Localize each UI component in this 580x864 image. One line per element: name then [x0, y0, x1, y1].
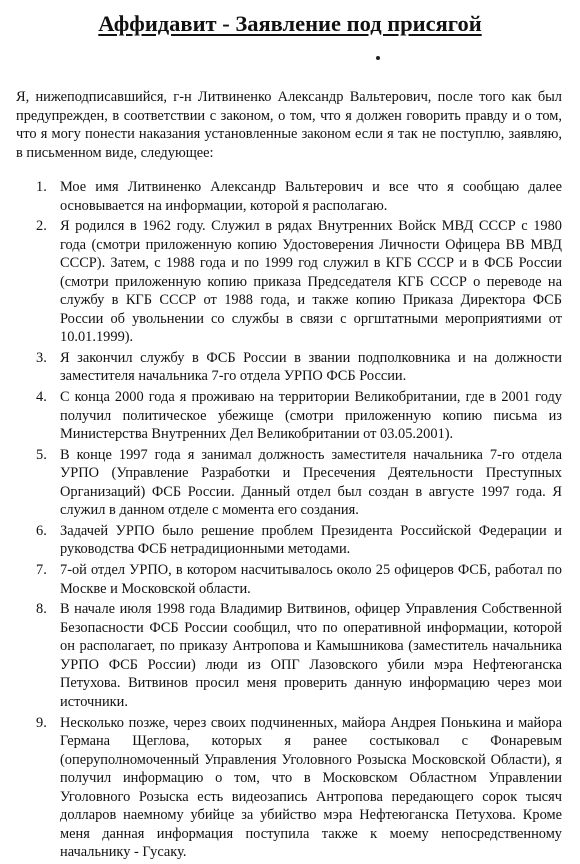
ink-dot — [376, 56, 380, 60]
item-text: С конца 2000 года я проживаю на территории Великобритании, где в 2001 году получил политическое убежище (смотри приложенную копию письма из Министерства Внутренних Дел Великобритании от 03.05.2001). — [60, 389, 562, 443]
item-number: 8. — [36, 601, 47, 618]
item-number: 2. — [36, 218, 47, 235]
list-item — [16, 349, 562, 386]
item-number: 4. — [36, 389, 47, 406]
item-number: 6. — [36, 522, 47, 539]
item-number: 1. — [36, 179, 47, 195]
item-text: 7-ой отдел УРПО, в котором насчитывалось около 25 офицеров ФСБ, работал по Москве и Московской области. — [60, 562, 562, 597]
list-item — [16, 217, 562, 347]
item-number: 5. — [36, 446, 47, 463]
intro-paragraph: Я, нижеподписавшийся, г-н Литвиненко Александр Вальтерович, после того как был предупрежден, в соответствии с законом, о том, что я должен говорить правду и о том, что я могу понести наказания установленные законом если я так не поступлю, заявляю, в письменном виде, следующее: — [16, 89, 562, 161]
item-text: Мое имя Литвиненко Александр Вальтерович и все что я сообщаю далее основывается на информации, которой я располагаю. — [60, 179, 562, 214]
item-text: Я родился в 1962 году. Служил в рядах Внутренних Войск МВД СССР с 1980 года (смотри приложенную копию Удостоверения Личности Офицера ВВ МВД СССР). Затем, с 1988 года и по 1999 год служил в КГБ СССР и в ФСБ России (смотри приложенную копию приказа Председателя КГБ СССР о переводе на службу в КГБ СССР от 1988 года, и также копию Приказа Директора ФСБ России об увольнении со службы в связи с оргштатными мероприятиями от 10.01.1999). — [60, 218, 562, 346]
item-text: В конце 1997 года я занимал должность заместителя начальника 7-го отдела УРПО (Управление Разработки и Пресечения Деятельности Преступных Организаций) ФСБ России. Данный отдел был создан в августе 1997 года. Я служил в данном отделе с момента его создания. — [60, 446, 562, 519]
item-text: Задачей УРПО было решение проблем Президента Российской Федерации и руководства ФСБ нетрадиционными методами. — [60, 522, 562, 558]
item-text: В начале июля 1998 года Владимир Витвинов, офицер Управления Собственной Безопасности ФСБ России сообщил, что по оперативной информации, которой он располагает, по приказу Антропова и Камышникова (заместитель начальника УРПО ФСБ России) люди из ОПГ Лазовского убили мэра Нефтеюганска Петухова. Витвинов просил меня проверить данную информацию через мои источники. — [60, 601, 562, 710]
item-number: 3. — [36, 349, 47, 366]
list-item — [16, 522, 562, 559]
item-number: 9. — [36, 714, 47, 731]
item-text: Несколько позже, через своих подчиненных, майора Андрея Понькина и майора Германа Щеглова, которых я ранее состыковал с Фонаревым (оперуполномоченный Управления Уголовного Розыска Московской Области), я получил информацию о том, что в Московском Областном Управлении Уголовного Розыска есть видеозапись Антропова передающего сорок тысяч долларов наемному убийце за убийство мэра Нефтеюганска Петухова. Кроме меня данная информация поступила также к моему непосредственному начальнику - Гусаку. — [60, 714, 562, 860]
list-item — [16, 446, 562, 520]
statement-list — [16, 178, 562, 864]
list-item — [16, 600, 562, 711]
document-title: Аффидавит - Заявление под присягой — [98, 11, 482, 36]
list-item — [16, 388, 562, 444]
item-text: Я закончил службу в ФСБ России в звании подполковника и на должности заместителя начальника 7-го отдела УРПО ФСБ России. — [60, 349, 562, 385]
list-item — [16, 178, 562, 215]
list-item — [16, 714, 562, 862]
list-item — [16, 561, 562, 598]
item-number: 7. — [36, 562, 47, 579]
